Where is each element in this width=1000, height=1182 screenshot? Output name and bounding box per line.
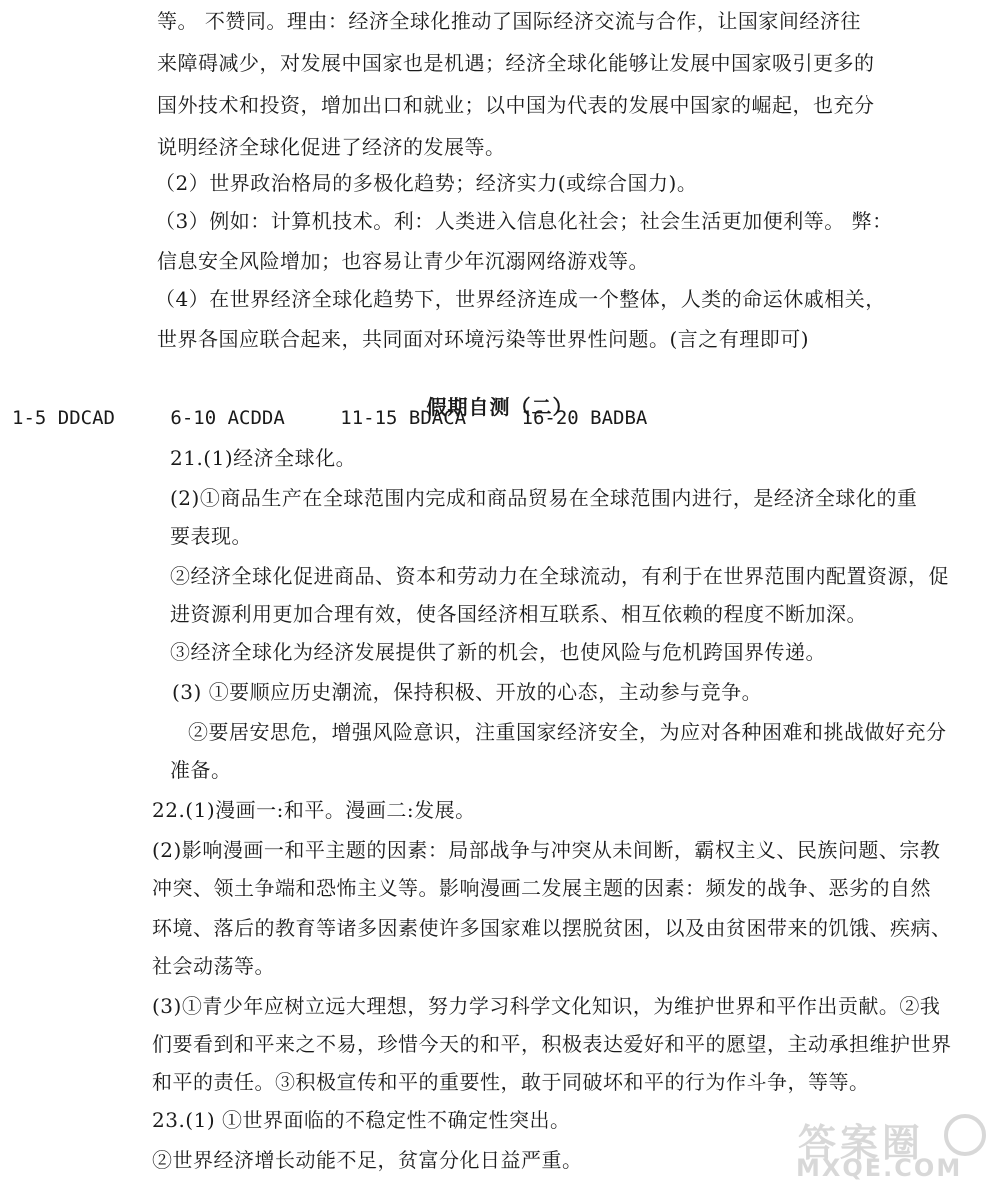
q22-line-2: (2)影响漫画一和平主题的因素：局部战争与冲突从未间断，霸权主义、民族问题、宗教	[152, 838, 941, 862]
q22-line-3: 冲突、领土争端和恐怖主义等。影响漫画二发展主题的因素：频发的战争、恶劣的自然	[152, 876, 931, 900]
watermark-logo	[782, 1112, 992, 1182]
watermark-badge-icon	[944, 1114, 986, 1156]
watermark-text-cn: 答案圈	[798, 1121, 925, 1165]
q22-line-1: 22.(1)漫画一:和平。漫画二:发展。	[152, 798, 476, 822]
mc-answers	[12, 404, 691, 432]
q21-line-6: ③经济全球化为经济发展提供了新的机会，也使风险与危机跨国界传递。	[170, 640, 826, 664]
s1-line-6: （3）例如：计算机技术。利：人类进入信息化社会；社会生活更加便利等。 弊：	[155, 209, 893, 233]
s1-line-7: 信息安全风险增加；也容易让青少年沉溺网络游戏等。	[157, 249, 649, 273]
watermark-url: MXQE.COM	[796, 1154, 963, 1182]
s1-line-2: 来障碍减少，对发展中国家也是机遇；经济全球化能够让发展中国家吸引更多的	[157, 51, 875, 75]
q22-line-7: 们要看到和平来之不易，珍惜今天的和平，积极表达爱好和平的愿望，主动承担维护世界	[152, 1032, 952, 1056]
mc-answer-11-15: 11-15 BDACA	[340, 407, 467, 429]
q21-line-2: (2)①商品生产在全球范围内完成和商品贸易在全球范围内进行，是经济全球化的重	[170, 486, 918, 510]
mc-answer-16-20: 16-20 BADBA	[521, 407, 648, 429]
q21-line-5: 进资源利用更加合理有效，使各国经济相互联系、相互依赖的程度不断加深。	[170, 602, 867, 626]
q23-line-2: ②世界经济增长动能不足，贫富分化日益严重。	[152, 1148, 583, 1172]
q22-line-6: (3)①青少年应树立远大理想，努力学习科学文化知识，为维护世界和平作出贡献。②我	[152, 994, 941, 1018]
s1-line-9: 世界各国应联合起来，共同面对环境污染等世界性问题。(言之有理即可)	[157, 327, 810, 351]
q21-line-3: 要表现。	[170, 524, 252, 548]
section-title: 假期自测（二）	[426, 395, 574, 419]
s1-line-1: 等。 不赞同。理由：经济全球化推动了国际经济交流与合作，让国家间经济往	[157, 9, 861, 33]
q21-line-7: (3) ①要顺应历史潮流，保持积极、开放的心态，主动参与竞争。	[172, 680, 763, 704]
s1-line-3: 国外技术和投资，增加出口和就业；以中国为代表的发展中国家的崛起，也充分	[157, 93, 875, 117]
q22-line-8: 和平的责任。③积极宣传和平的重要性，敢于同破坏和平的行为作斗争，等等。	[152, 1070, 870, 1094]
q23-line-1: 23.(1) ①世界面临的不稳定性不确定性突出。	[152, 1108, 571, 1132]
q21-line-8: ②要居安思危，增强风险意识，注重国家经济安全，为应对各种困难和挑战做好充分	[188, 720, 947, 744]
s1-line-8: （4）在世界经济全球化趋势下，世界经济连成一个整体，人类的命运休戚相关，	[155, 287, 886, 311]
q22-line-5: 社会动荡等。	[152, 954, 275, 978]
q22-line-4: 环境、落后的教育等诸多因素使许多国家难以摆脱贫困，以及由贫困带来的饥饿、疾病、	[152, 916, 952, 940]
q21-line-1: 21.(1)经济全球化。	[170, 446, 357, 470]
mc-answer-6-10: 6-10 ACDDA	[170, 407, 285, 429]
s1-line-4: 说明经济全球化促进了经济的发展等。	[157, 135, 506, 159]
q21-line-9: 准备。	[170, 758, 232, 782]
s1-line-5: （2）世界政治格局的多极化趋势；经济实力(或综合国力)。	[155, 171, 698, 195]
mc-answer-1-5: 1-5 DDCAD	[12, 407, 115, 429]
q21-line-4: ②经济全球化促进商品、资本和劳动力在全球流动，有利于在世界范围内配置资源，促	[170, 564, 949, 588]
